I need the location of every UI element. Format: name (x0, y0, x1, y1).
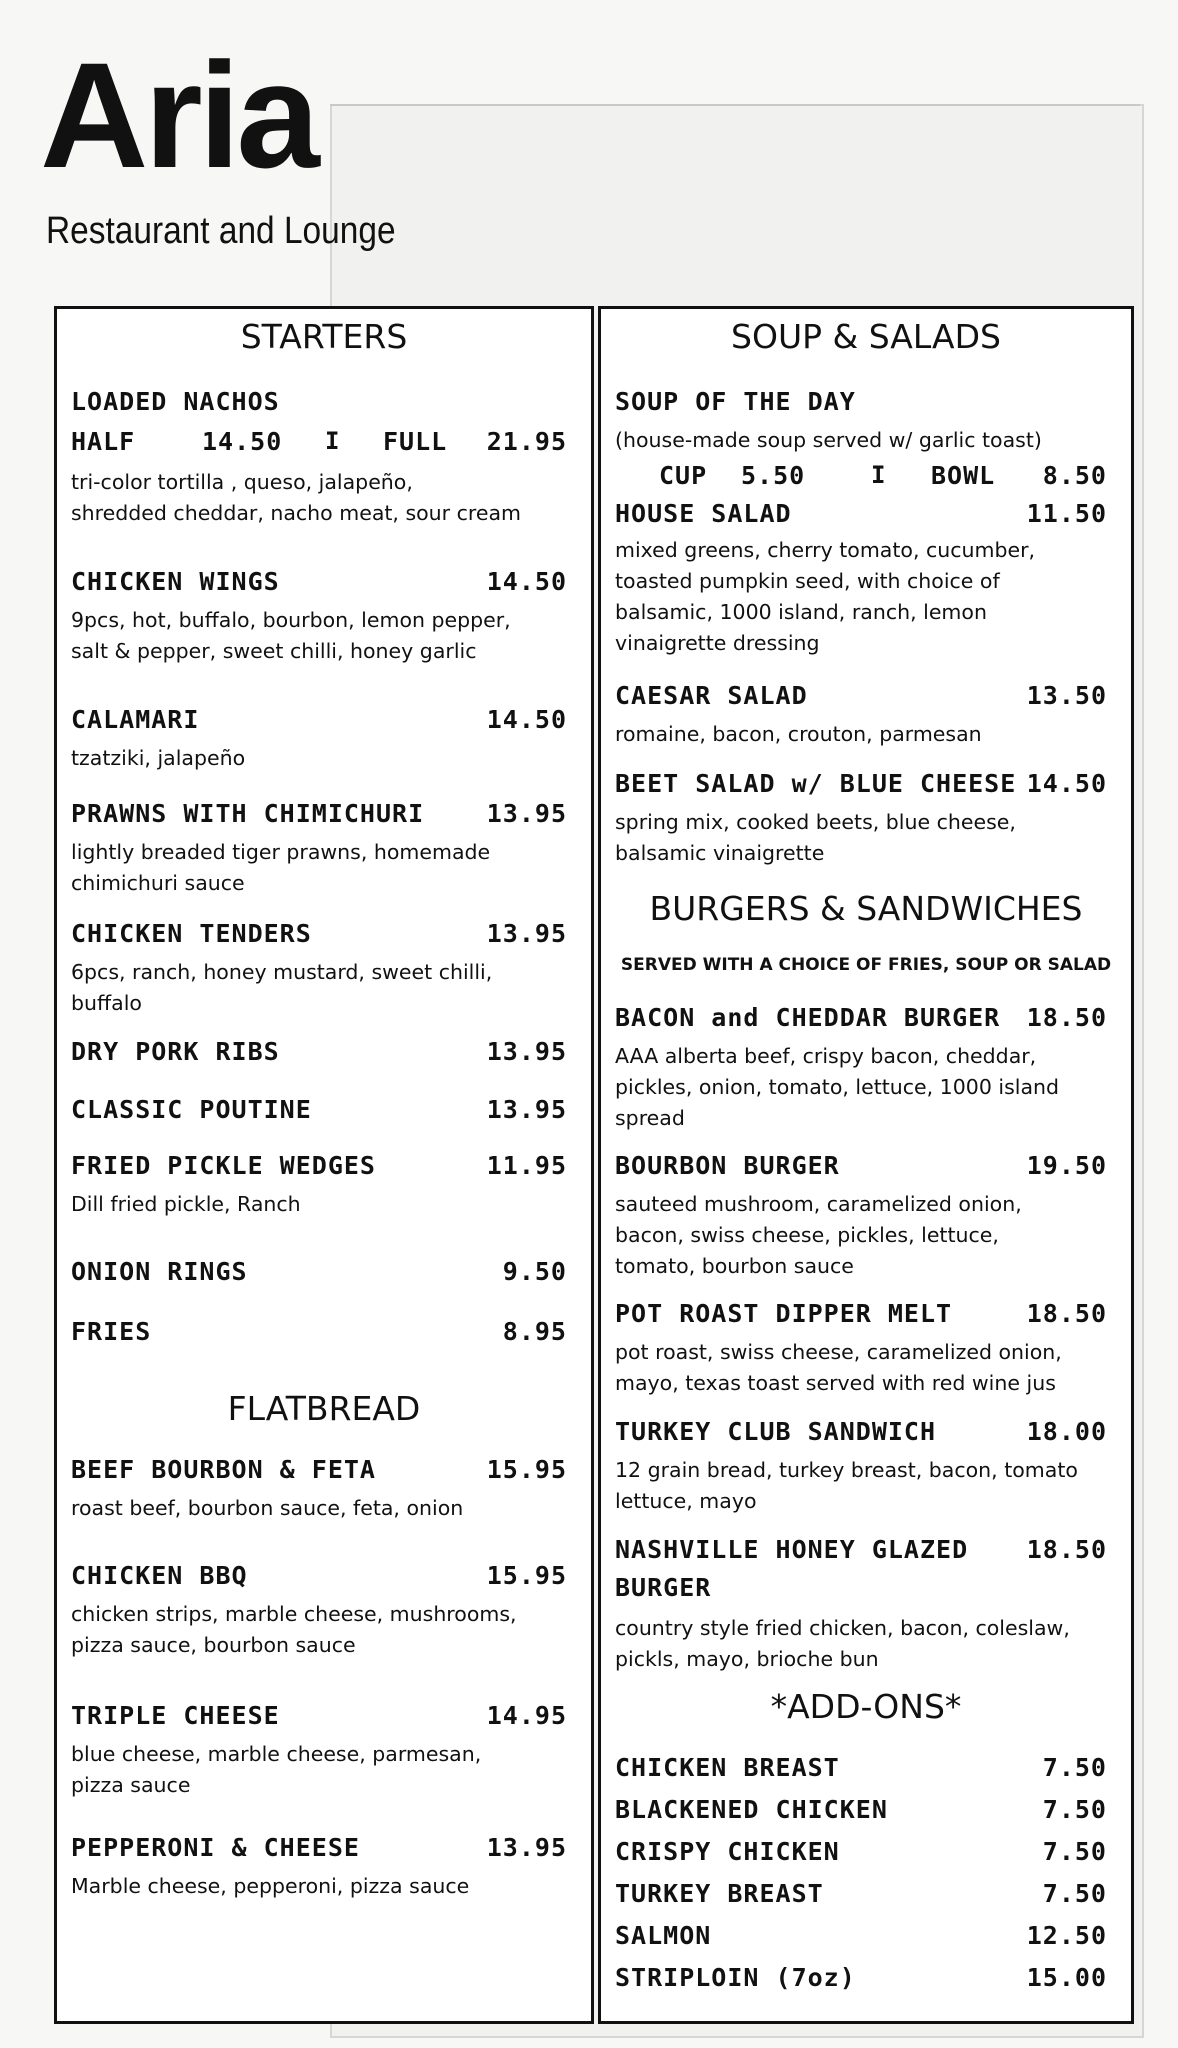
right-menu-panel (598, 306, 1134, 2024)
item-desc: balsamic vinaigrette (615, 841, 825, 865)
item-name: TURKEY CLUB SANDWICH (615, 1417, 937, 1446)
item-desc: spring mix, cooked beets, blue cheese, (615, 810, 1016, 834)
soup-bowl-price: 8.50 (1042, 461, 1107, 490)
item-name: BEEF BOURBON & FETA (71, 1455, 376, 1484)
brand-logo: Aria (40, 31, 316, 199)
item-name: DRY PORK RIBS (71, 1037, 280, 1066)
item-price: 13.50 (1026, 681, 1107, 710)
item-price: 14.50 (1026, 769, 1107, 798)
item-name: BOURBON BURGER (615, 1151, 840, 1180)
item-desc: buffalo (71, 991, 142, 1015)
item-name: CHICKEN TENDERS (71, 919, 312, 948)
item-desc: balsamic, 1000 island, ranch, lemon (615, 600, 987, 624)
item-desc: chimichuri sauce (71, 871, 245, 895)
item-desc: country style fried chicken, bacon, coleslaw, (615, 1616, 1070, 1640)
item-desc: chicken strips, marble cheese, mushrooms, (71, 1602, 517, 1626)
item-price: 13.95 (486, 919, 567, 948)
size-separator: I (871, 461, 886, 489)
item-desc: vinaigrette dressing (615, 631, 820, 655)
addon-name: BLACKENED CHICKEN (615, 1795, 888, 1824)
item-name: LOADED NACHOS (71, 387, 280, 416)
item-desc: spread (615, 1106, 685, 1130)
item-name: ONION RINGS (71, 1257, 248, 1286)
item-desc: lightly breaded tiger prawns, homemade (71, 840, 491, 864)
item-name: TRIPLE CHEESE (71, 1701, 280, 1730)
item-desc: pickles, onion, tomato, lettuce, 1000 island (615, 1075, 1060, 1099)
item-name: BURGER (615, 1573, 712, 1602)
section-title-starters: STARTERS (240, 317, 408, 356)
brand-tagline: Restaurant and Lounge (46, 210, 396, 252)
nachos-full-price: 21.95 (486, 427, 567, 456)
item-desc: pot roast, swiss cheese, caramelized onion, (615, 1340, 1062, 1364)
item-desc: sauteed mushroom, caramelized onion, (615, 1192, 1022, 1216)
item-price: 14.50 (486, 705, 567, 734)
item-desc: tomato, bourbon sauce (615, 1254, 854, 1278)
background-page-edge (330, 104, 1140, 106)
item-name: FRIES (71, 1317, 152, 1346)
item-price: 13.95 (486, 1095, 567, 1124)
item-desc: shredded cheddar, nacho meat, sour cream (71, 501, 521, 525)
section-title-soup-salads: SOUP & SALADS (731, 317, 1001, 356)
item-name: CHICKEN WINGS (71, 567, 280, 596)
item-price: 18.50 (1026, 1299, 1107, 1328)
item-price: 18.00 (1026, 1417, 1107, 1446)
item-desc: 12 grain bread, turkey breast, bacon, tomato (615, 1458, 1078, 1482)
addon-price: 12.50 (1026, 1921, 1107, 1950)
item-price: 8.95 (502, 1317, 567, 1346)
item-desc: Dill fried pickle, Ranch (71, 1192, 301, 1216)
item-price: 13.95 (486, 1833, 567, 1862)
item-name: BACON and CHEDDAR BURGER (615, 1003, 1001, 1032)
item-price: 13.95 (486, 1037, 567, 1066)
addon-price: 7.50 (1042, 1795, 1107, 1824)
addon-name: STRIPLOIN (7oz) (615, 1963, 856, 1992)
item-name: POT ROAST DIPPER MELT (615, 1299, 953, 1328)
item-name: NASHVILLE HONEY GLAZED (615, 1535, 969, 1564)
soup-cup-price: 5.50 (741, 461, 806, 490)
item-desc: mayo, texas toast served with red wine jus (615, 1371, 1056, 1395)
item-desc: mixed greens, cherry tomato, cucumber, (615, 538, 1036, 562)
section-title-flatbread: FLATBREAD (227, 1389, 421, 1428)
addon-price: 7.50 (1042, 1837, 1107, 1866)
item-desc: toasted pumpkin seed, with choice of (615, 569, 1000, 593)
item-name: CLASSIC POUTINE (71, 1095, 312, 1124)
item-desc: blue cheese, marble cheese, parmesan, (71, 1742, 482, 1766)
item-desc: Marble cheese, pepperoni, pizza sauce (71, 1874, 470, 1898)
item-desc: 9pcs, hot, buffalo, bourbon, lemon pepper, (71, 608, 511, 632)
item-desc: pizza sauce, bourbon sauce (71, 1633, 356, 1657)
addon-price: 7.50 (1042, 1879, 1107, 1908)
item-price: 14.95 (486, 1701, 567, 1730)
soup-cup-label: CUP (659, 461, 708, 490)
item-desc: lettuce, mayo (615, 1489, 757, 1513)
nachos-full-label: FULL (383, 427, 448, 456)
soup-bowl-label: BOWL (931, 461, 996, 490)
item-desc: (house-made soup served w/ garlic toast) (615, 428, 1042, 452)
item-desc: bacon, swiss cheese, pickles, lettuce, (615, 1223, 999, 1247)
item-price: 15.95 (486, 1455, 567, 1484)
item-name: PRAWNS WITH CHIMICHURI (71, 799, 425, 828)
item-name: HOUSE SALAD (615, 499, 792, 528)
section-title-addons: *ADD-ONS* (770, 1687, 962, 1726)
item-desc: tzatziki, jalapeño (71, 746, 246, 770)
section-title-burgers: BURGERS & SANDWICHES (649, 889, 1083, 928)
item-name: PEPPERONI & CHEESE (71, 1833, 360, 1862)
addon-name: TURKEY BREAST (615, 1879, 824, 1908)
item-desc: tri-color tortilla , queso, jalapeño, (71, 470, 413, 494)
addon-price: 15.00 (1026, 1963, 1107, 1992)
item-price: 18.50 (1026, 1535, 1107, 1564)
item-name: CAESAR SALAD (615, 681, 808, 710)
addon-name: SALMON (615, 1921, 712, 1950)
item-price: 13.95 (486, 799, 567, 828)
item-name: CHICKEN BBQ (71, 1561, 248, 1590)
item-price: 11.95 (486, 1151, 567, 1180)
nachos-half-label: HALF (71, 427, 136, 456)
item-price: 15.95 (486, 1561, 567, 1590)
size-separator: I (325, 427, 340, 455)
item-desc: AAA alberta beef, crispy bacon, cheddar, (615, 1044, 1037, 1068)
item-desc: 6pcs, ranch, honey mustard, sweet chilli, (71, 960, 493, 984)
item-price: 11.50 (1026, 499, 1107, 528)
burgers-subtitle: SERVED WITH A CHOICE OF FRIES, SOUP OR SALAD (620, 955, 1112, 975)
item-name: CALAMARI (71, 705, 200, 734)
item-desc: pizza sauce (71, 1773, 191, 1797)
item-name: BEET SALAD w/ BLUE CHEESE (615, 769, 1017, 798)
item-desc: pickls, mayo, brioche bun (615, 1647, 879, 1671)
item-desc: roast beef, bourbon sauce, feta, onion (71, 1496, 464, 1520)
addon-name: CHICKEN BREAST (615, 1753, 840, 1782)
item-desc: salt & pepper, sweet chilli, honey garlic (71, 639, 477, 663)
addon-price: 7.50 (1042, 1753, 1107, 1782)
item-name: FRIED PICKLE WEDGES (71, 1151, 376, 1180)
item-price: 19.50 (1026, 1151, 1107, 1180)
addon-name: CRISPY CHICKEN (615, 1837, 840, 1866)
item-name: SOUP OF THE DAY (615, 387, 856, 416)
nachos-half-price: 14.50 (202, 427, 283, 456)
item-price: 9.50 (502, 1257, 567, 1286)
left-menu-panel (54, 306, 594, 2024)
item-price: 14.50 (486, 567, 567, 596)
item-desc: romaine, bacon, crouton, parmesan (615, 722, 982, 746)
item-price: 18.50 (1026, 1003, 1107, 1032)
